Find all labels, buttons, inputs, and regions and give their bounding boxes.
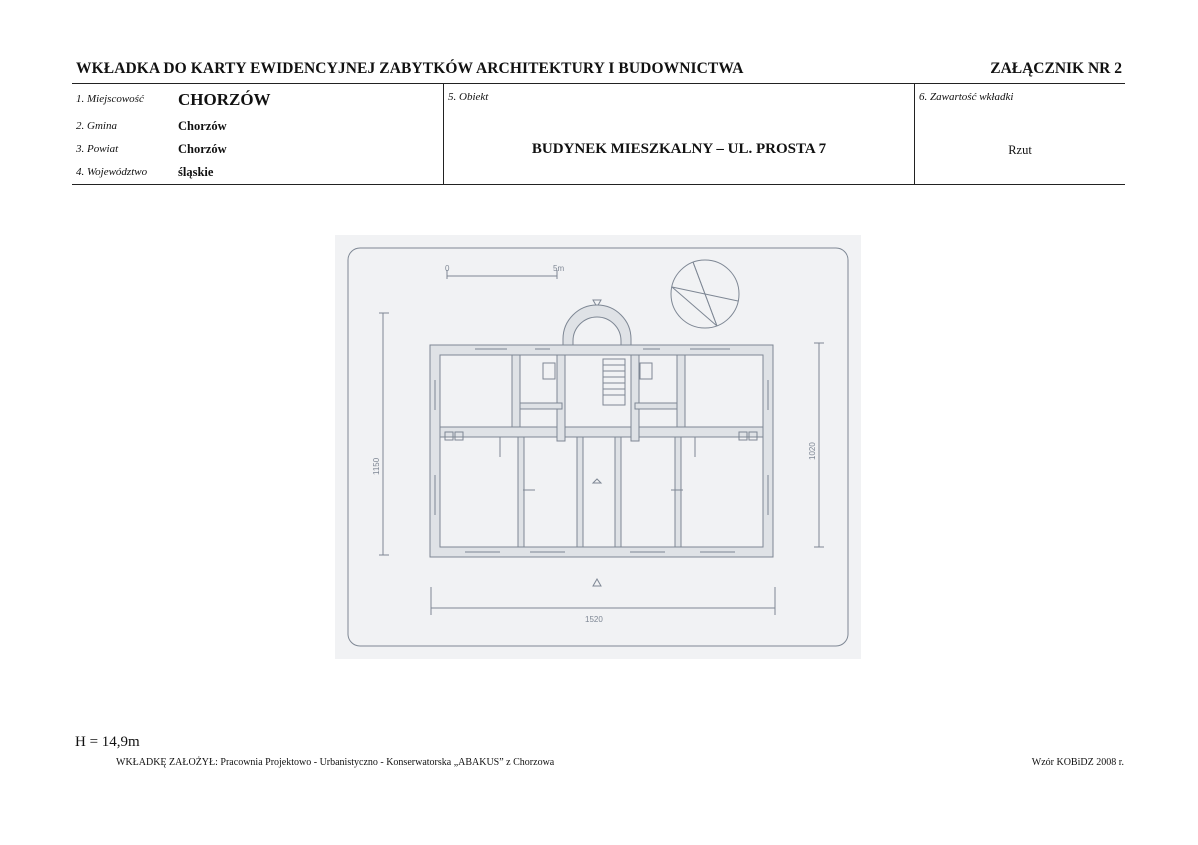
column-divider-1 xyxy=(443,84,444,184)
card-title: WKŁADKA DO KARTY EWIDENCYJNEJ ZABYTKÓW ARCHITEKTURY I BUDOWNICTWA xyxy=(76,60,744,77)
dim-right: 1020 xyxy=(808,442,817,460)
object-label: 5. Obiekt xyxy=(448,91,489,103)
dim-bottom: 1520 xyxy=(585,615,603,624)
contents-value: Rzut xyxy=(1008,143,1032,157)
header-rule-top xyxy=(72,83,1125,84)
floor-plan-drawing xyxy=(335,235,861,659)
place-value: CHORZÓW xyxy=(178,90,271,109)
header-rule-bottom xyxy=(72,184,1125,185)
district-label: 3. Powiat xyxy=(76,143,119,155)
plan-outer-walls xyxy=(430,345,773,557)
plan-bay xyxy=(563,305,631,345)
annex-number: ZAŁĄCZNIK NR 2 xyxy=(990,60,1122,77)
template-note: Wzór KOBiDZ 2008 r. xyxy=(1031,757,1124,768)
commune-label: 2. Gmina xyxy=(76,120,117,132)
place-label: 1. Miejscowość xyxy=(76,93,144,105)
voivodeship-label: 4. Województwo xyxy=(76,166,148,178)
object-name: BUDYNEK MIESZKALNY – UL. PROSTA 7 xyxy=(531,141,827,157)
column-divider-2 xyxy=(914,84,915,184)
contents-label: 6. Zawartość wkładki xyxy=(919,91,1014,103)
voivodeship-value: śląskie xyxy=(178,165,214,179)
district-value: Chorzów xyxy=(178,142,227,156)
commune-value: Chorzów xyxy=(178,119,227,133)
author-note: WKŁADKĘ ZAŁOŻYŁ: Pracownia Projektowo - Urbanistyczno - Konserwatorska „ABAKUS” z Chorzowa xyxy=(116,757,555,768)
building-height: H = 14,9m xyxy=(75,734,140,750)
scale-zero: 0 xyxy=(445,264,450,273)
dim-left: 1150 xyxy=(372,457,381,475)
scale-end: 5m xyxy=(553,264,565,273)
